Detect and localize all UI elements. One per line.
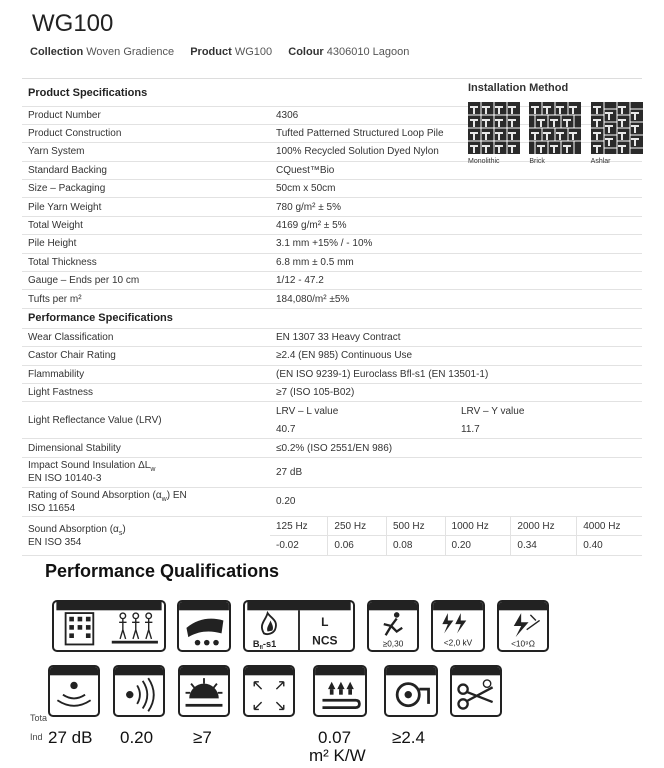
fire-class-text: $B_{fl}-s1$ [252,639,277,650]
spec-row [22,272,642,290]
brick-pattern-icon [529,102,581,154]
freq-cell: 1000 Hz [445,517,511,536]
spec-value: 184,080/m² ±5% [270,290,642,308]
lrv-l-label: LRV – L value [276,405,339,417]
spec-value: 1/12 - 47.2 [270,272,642,290]
collection-value: Woven Gradience [86,46,175,58]
spec-row [22,180,642,198]
spec-value: 780 g/m² ± 5% [270,198,642,216]
heavy-contract-use-icon [52,600,166,652]
ncs-letter-text: L [321,615,329,629]
lrv-y-label: LRV – Y value [461,405,525,417]
absorption-big-value: 0.20 [120,728,154,747]
absorption-value: 0.06 [328,536,387,555]
spec-row [22,216,642,234]
absorption-value: 0.34 [511,536,577,555]
lrv-values [270,402,642,438]
spec-value: ≥7 (ISO 105-B02) [270,383,642,401]
product-specs-heading: Product Specifications [22,80,642,106]
installation-heading: Installation Method [468,82,569,94]
hidden-stub-text: Ind [30,732,43,742]
spec-label: Dimensional Stability [22,439,270,457]
installation-ashlar [591,102,644,165]
static-kv-text: <2,0 kV [443,637,473,648]
monolithic-pattern-icon [468,102,520,154]
spec-row [22,328,642,346]
colour-label: Colour [288,46,324,58]
spec-label: Standard Backing [22,161,270,179]
installation-label: Monolithic [468,158,500,165]
lrv-label: Light Reflectance Value (LRV) [22,402,270,439]
sound-absorption-label: Sound Absorption $(\alpha_s)$ EN ISO 354 [22,516,270,555]
product-meta [30,46,409,58]
light-fastness-icon [178,665,230,717]
ncs-text: NCS [312,633,338,648]
antistatic-icon [431,600,485,652]
freq-cell: 500 Hz [386,517,445,536]
spec-value: Tufted Patterned Structured Loop Pile [270,124,642,142]
page-title: WG100 [32,10,114,37]
spec-label: Tufts per m² [22,290,270,308]
spec-value: 3.1 mm +15% / - 10% [270,235,642,253]
lrv-y-value: 11.7 [461,423,480,435]
spec-label: Castor Chair Rating [22,347,270,365]
spec-value: 4306 [270,106,642,124]
installation-monolithic [468,102,521,165]
spec-label: Product Number [22,106,270,124]
absorption-rating-row [22,487,642,516]
spec-row [22,347,642,365]
thermal-big-value: 0.07 [318,728,352,747]
absorption-value: 0.20 [445,536,511,555]
thermal-unit: m² K/W [309,746,366,765]
fire-rating-icon [243,600,355,652]
spec-value: CQuest™Bio [270,161,642,179]
performance-specs-heading: Performance Specifications [22,308,642,328]
spec-label: Wear Classification [22,328,270,346]
spec-value: 100% Recycled Solution Dyed Nylon [270,143,642,161]
freq-cell: 125 Hz [270,517,328,536]
absorption-value: -0.02 [276,540,299,551]
spec-label: Pile Yarn Weight [22,198,270,216]
installation-method [468,82,644,165]
sound-absorption-row [22,516,642,555]
spec-row [22,439,642,457]
spec-row [22,235,642,253]
frequency-table [270,517,642,555]
impact-big-value: 27 dB [48,728,93,747]
absorption-value: 0.08 [386,536,445,555]
spec-row [22,290,642,308]
slip-value-text: ≥0,30 [382,638,404,649]
spec-label: Yarn System [22,143,270,161]
colour-value: 4306010 Lagoon [326,46,410,58]
impact-row [22,457,642,487]
spec-label: Product Construction [22,124,270,142]
lrv-l-value: 40.7 [276,423,296,435]
spec-label: Light Fastness [22,383,270,401]
impact-value: 27 dB [270,457,642,487]
spec-value: 50cm x 50cm [270,180,642,198]
spec-value: ≥2.4 (EN 985) Continuous Use [270,347,642,365]
absorption-rating-value: 0.20 [270,487,642,516]
castor-chair-icon [177,600,231,652]
freq-cell: 250 Hz [328,517,387,536]
spec-label: Total Weight [22,216,270,234]
light-big-value: ≥7 [193,728,212,747]
product-value: WG100 [234,46,273,58]
spec-value: EN 1307 33 Heavy Contract [270,328,642,346]
sound-absorption-icon [113,665,165,717]
installation-brick [529,102,582,165]
qualifications-heading: Performance Qualifications [45,561,280,581]
hidden-stub-text: Tota [30,713,48,723]
freq-cell: 2000 Hz [511,517,577,536]
divider [22,78,642,79]
spec-row [22,365,642,383]
spec-label: Gauge – Ends per 10 cm [22,272,270,290]
spec-value: 6.8 mm ± 0.5 mm [270,253,642,271]
spec-row [22,198,642,216]
electrical-resistance-icon [497,600,549,652]
freq-cell: 4000 Hz [577,517,642,536]
lrv-row [22,402,642,439]
vacuum-cleaning-icon [384,665,438,717]
impact-sound-icon [48,665,100,717]
resistance-text: <10⁹Ω [511,638,535,649]
slip-resistance-icon [367,600,419,652]
installation-label: Brick [529,158,545,165]
impact-label: Impact Sound Insulation $\Delta L_w$ EN ISO 10140-3 [22,457,270,487]
dimensional-stability-icon [243,665,295,717]
absorption-value: 0.40 [577,536,642,555]
spec-row [22,383,642,401]
absorption-rating-label: Rating of Sound Absorption $(\alpha_w)$ EN ISO 11654 [22,487,270,516]
spec-value: 4169 g/m² ± 5% [270,216,642,234]
underfloor-heating-icon [313,665,367,717]
scissors-cut-icon [450,665,502,717]
spec-row [22,253,642,271]
ashlar-pattern-icon [591,102,643,154]
section-heading-performance [22,308,642,328]
spec-value: (EN ISO 9239-1) Euroclass Bfl-s1 (EN 13501-1) [270,365,642,383]
spec-label: Total Thickness [22,253,270,271]
castor-big-value: ≥2.4 [392,728,425,747]
spec-value: ≤0.2% (ISO 2551/EN 986) [270,439,642,457]
spec-label: Pile Height [22,235,270,253]
collection-label: Collection [30,46,84,58]
product-label: Product [190,46,232,58]
spec-label: Size – Packaging [22,180,270,198]
spec-label: Flammability [22,365,270,383]
installation-label: Ashlar [590,158,611,165]
